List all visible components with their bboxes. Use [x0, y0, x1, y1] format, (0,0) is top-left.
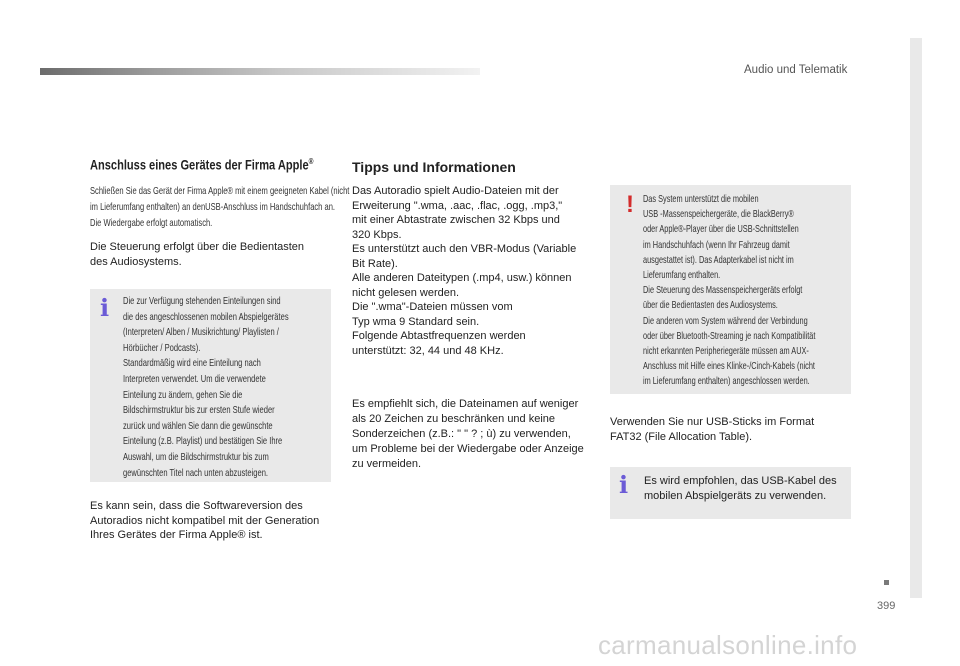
header-decor-bar	[40, 68, 480, 75]
page-number: 399	[877, 600, 896, 612]
info-icon: ℹ	[100, 295, 110, 322]
apple-para-2: Es kann sein, dass die Softwareversion des Autoradios nicht kompatibel mit der Generation Ihres Gerätes der Firma Apple® ist.	[90, 500, 320, 542]
page-bullet	[884, 580, 889, 585]
footer-watermark: carmanualsonline.info	[598, 630, 858, 660]
tipps-para-1: Das Autoradio spielt Audio-Dateien mit der Erweiterung ".wma, .aac, .flac, .ogg, .mp3," mit einer Abtastrate zwischen 32 Kbps und 320 Kbps. Es unterstützt auch den VBR-Modus (Variable Bit Rate). Alle anderen Dateitypen (.mp4, usw.) können nicht gelesen werden. Die ".wma"-Dateien müssen vom Typ wma 9 Standard sein. Folgende Abtastfrequenzen werden unterstützt: 32, 44 und 48 KHz.	[352, 185, 577, 357]
apple-heading: Anschluss eines Gerätes der Firma Apple®	[90, 157, 314, 173]
fat32-para: Verwenden Sie nur USB-Sticks im Format FAT32 (File Allocation Table).	[610, 416, 815, 443]
apple-para-1: Die Steuerung erfolgt über die Bedientasten des Audiosystems.	[90, 241, 305, 268]
usb-warning-text: Das System unterstützt die mobilen USB -Massenspeichergeräte, die BlackBerry® oder Apple®-Player über die USB-Schnittstellen im Handschuhfach (wenn Ihr Fahrzeug damit ausgestattet ist). Das Adapterkabel ist nicht im Lieferumfang enthalten. Die Steuerung des Massenspeichergeräts erfolgt über die Bedientasten des Audiosystems. Die anderen vom System während der Verbindung oder über Bluetooth-Streaming je nach Kompatibilität nicht erkannten Peripheriegeräte müssen am AUX- Anschluss mit Hilfe eines Klinke-/Cinch-Kabels (nicht im Lieferumfang enthalten) angeschlossen werden.	[643, 193, 816, 388]
page-edge-strip	[910, 38, 922, 598]
cable-info-text: Es wird empfohlen, das USB-Kabel des mobilen Abspielgeräts zu verwenden.	[644, 475, 837, 502]
apple-intro: Schließen Sie das Gerät der Firma Apple® mit einem geeigneten Kabel (nicht im Lieferumfang enthalten) an denUSB-Anschluss im Handschuhfach an. Die Wiedergabe erfolgt automatisch.	[90, 185, 350, 229]
tipps-para-2: Es empfiehlt sich, die Dateinamen auf weniger als 20 Zeichen zu beschränken und keine Sonderzeichen (z.B.: " " ? ; ù) zu verwenden, um Probleme bei der Wiedergabe oder Anzeige zu vermeiden.	[352, 398, 584, 470]
tipps-heading: Tipps und Informationen	[352, 159, 516, 175]
info-icon: ℹ	[619, 472, 629, 499]
apple-info-text: Die zur Verfügung stehenden Einteilungen sind die des angeschlossenen mobilen Abspielgerätes (Interpreten/ Alben / Musikrichtung/ Playlisten / Hörbücher / Podcasts). Standardmäßig wird eine Einteilung nach Interpreten verwendet. Um die verwendete Einteilung zu ändern, gehen Sie die Bildschirmstruktur bis zur ersten Stufe wieder zurück und wählen Sie dann die gewünschte Einteilung (z.B. Playlist) und bestätigen Sie Ihre Auswahl, um die Bildschirmstruktur bis zum gewünschten Titel nach unten abzusteigen.	[123, 295, 289, 479]
section-title: Audio und Telematik	[744, 64, 848, 76]
warning-icon: !	[626, 191, 634, 218]
